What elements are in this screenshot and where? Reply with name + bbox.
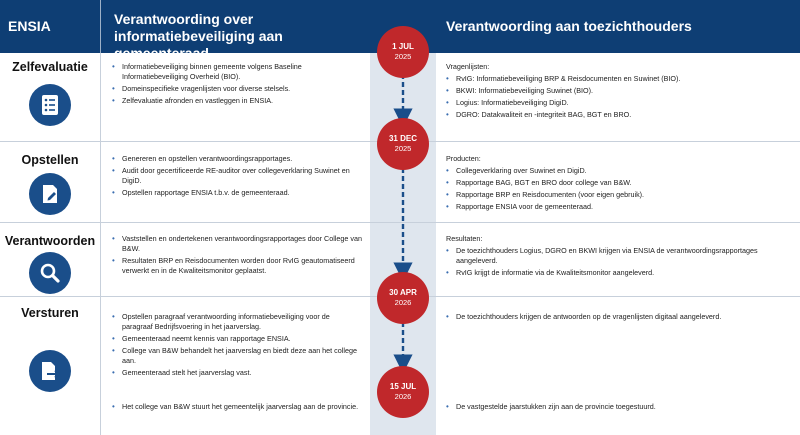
- list-item: • Gemeenteraad neemt kennis van rapportage ENSIA.: [112, 334, 362, 344]
- milestone-date: 15 JUL: [389, 382, 417, 391]
- checklist-icon: [29, 84, 71, 126]
- council-list-versturen: [112, 312, 362, 380]
- list-item: • Vaststellen en ondertekenen verantwoordingsrapportages door College van B&W.: [112, 234, 362, 254]
- header-supervisors: Verantwoording aan toezichthouders: [436, 0, 800, 53]
- list-item: • Rapportage ENSIA voor de gemeenteraad.: [446, 202, 791, 212]
- supervisor-list-zelfevaluatie: [446, 74, 791, 122]
- edit-document-icon: [29, 173, 71, 215]
- magnifier-icon: [29, 252, 71, 294]
- milestone-date: 31 DEC: [388, 134, 417, 143]
- list-item: • Collegeverklaring over Suwinet en DigiD.: [446, 166, 791, 176]
- council-list-versturen-extra: [112, 402, 362, 414]
- list-item: • Domeinspecifieke vragenlijsten voor diverse stelsels.: [112, 84, 362, 94]
- list-item: • Zelfevaluatie afronden en vastleggen in ENSIA.: [112, 96, 362, 106]
- supervisor-list-verantwoorden: [446, 246, 791, 280]
- header-council: [100, 0, 370, 61]
- list-item: • Rapportage BRP en Reisdocumenten (voor eigen gebruik).: [446, 190, 791, 200]
- list-item: • Genereren en opstellen verantwoordingsrapportages.: [112, 154, 362, 164]
- milestone-year: 2026: [394, 392, 412, 401]
- milestone-2: [377, 118, 429, 170]
- phase-title-zelfevaluatie: Zelfevaluatie: [12, 60, 88, 74]
- list-item: • De vastgestelde jaarstukken zijn aan de provincie toegestuurd.: [446, 402, 791, 412]
- milestone-year: 2026: [394, 298, 412, 307]
- list-item: • Opstellen rapportage ENSIA t.b.v. de gemeenteraad.: [112, 188, 362, 198]
- list-item: • BKWI: Informatiebeveiliging Suwinet (BIO).: [446, 86, 791, 96]
- list-item: • De toezichthouders Logius, DGRO en BKWI krijgen via ENSIA de verantwoordingsrapportages aangeleverd.: [446, 246, 791, 266]
- list-item: • De toezichthouders krijgen de antwoorden op de vragenlijsten digitaal aangeleverd.: [446, 312, 791, 322]
- header-council-line1: Verantwoording over: [114, 11, 254, 27]
- council-list-opstellen: [112, 154, 362, 200]
- list-item: • Gemeenteraad stelt het jaarverslag vast.: [112, 368, 362, 378]
- milestone-1: [377, 26, 429, 78]
- list-item: • Het college van B&W stuurt het gemeentelijk jaarverslag aan de provincie.: [112, 402, 362, 412]
- milestone-date: 30 APR: [389, 288, 417, 297]
- list-item: • Resultaten BRP en Reisdocumenten worden door RvIG geautomatiseerd verwerkt en in de Kwaliteitsmonitor geplaatst.: [112, 256, 362, 276]
- header-ensia: ENSIA: [0, 0, 100, 53]
- list-item: • Logius: Informatiebeveiliging DigiD.: [446, 98, 791, 108]
- council-list-zelfevaluatie: [112, 62, 362, 108]
- list-item: • Audit door gecertificeerde RE-auditor over collegeverklaring Suwinet en DigiD.: [112, 166, 362, 186]
- milestone-4: [377, 366, 429, 418]
- list-item: • DGRO: Datakwaliteit en -integriteit BAG, BGT en BRO.: [446, 110, 791, 120]
- phase-title-opstellen: Opstellen: [21, 153, 79, 167]
- milestone-date: 1 JUL: [392, 42, 414, 51]
- supervisor-heading-opstellen: Producten:: [446, 154, 481, 163]
- milestone-year: 2025: [394, 52, 412, 61]
- list-item: • Rapportage BAG, BGT en BRO door college van B&W.: [446, 178, 791, 188]
- milestone-3: [377, 272, 429, 324]
- supervisor-heading-zelfevaluatie: Vragenlijsten:: [446, 62, 490, 71]
- list-item: • Informatiebeveiliging binnen gemeente volgens Baseline Informatiebeveiliging Overheid (BIO).: [112, 62, 362, 82]
- send-document-icon: [29, 350, 71, 392]
- milestone-year: 2025: [394, 144, 412, 153]
- phase-title-verantwoorden: Verantwoorden: [4, 234, 96, 248]
- council-list-verantwoorden: [112, 234, 362, 278]
- supervisor-list-opstellen: [446, 166, 791, 214]
- supervisor-heading-verantwoorden: Resultaten:: [446, 234, 483, 243]
- list-item: • Opstellen paragraaf verantwoording informatiebeveiliging voor de paragraaf Bedrijfsvoering in het jaarverslag.: [112, 312, 362, 332]
- phase-title-versturen: Versturen: [21, 306, 79, 320]
- supervisor-list-versturen: [446, 312, 791, 324]
- supervisor-list-versturen-extra: [446, 402, 791, 414]
- list-item: • RvIG: Informatiebeveiliging BRP & Reisdocumenten en Suwinet (BIO).: [446, 74, 791, 84]
- list-item: • College van B&W behandelt het jaarverslag en biedt deze aan het college aan.: [112, 346, 362, 366]
- header-council-line2: informatiebeveiliging aan gemeenteraad: [114, 28, 283, 61]
- list-item: • RvIG krijgt de informatie via de Kwaliteitsmonitor aangeleverd.: [446, 268, 791, 278]
